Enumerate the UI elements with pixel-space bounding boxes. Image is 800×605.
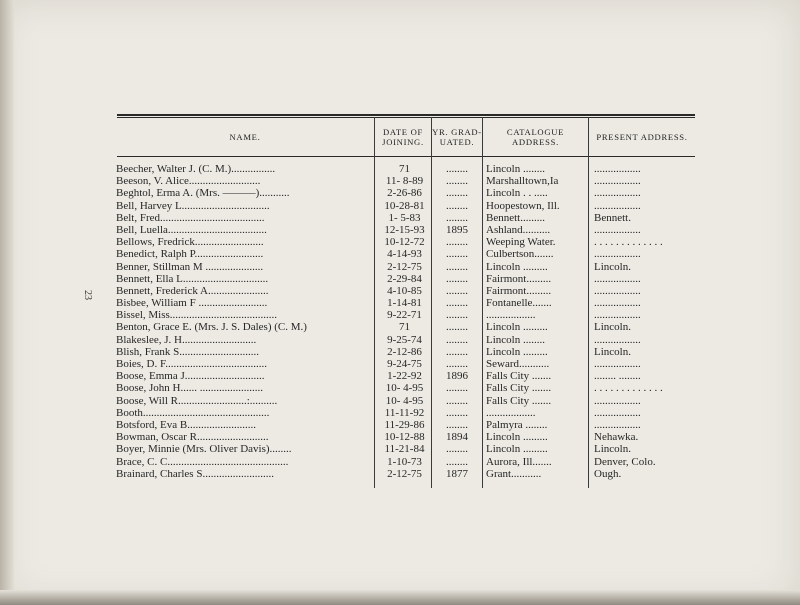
year-graduated: 1894	[446, 431, 468, 444]
header-grad-line1: YR. GRAD-	[432, 126, 482, 137]
present-address: Lincoln.	[594, 260, 631, 273]
table-row	[116, 358, 696, 370]
date-of-joining: 9-24-75	[387, 358, 422, 370]
member-name: Boose, Will R.........................:..........	[116, 394, 278, 407]
present-address: .................	[594, 199, 641, 212]
year-graduated: ........	[446, 345, 468, 358]
catalogue-address: Hoopestown, Ill.	[486, 199, 560, 212]
date-of-joining: 71	[399, 163, 410, 175]
table-row	[116, 163, 696, 175]
date-of-joining: 11-29-86	[384, 418, 425, 431]
header-year-graduated	[432, 118, 482, 155]
year-graduated: ........	[446, 321, 468, 334]
page-bottom-edge	[0, 590, 800, 605]
table-row	[116, 346, 696, 358]
year-graduated: ........	[446, 333, 468, 346]
present-address: .................	[594, 284, 641, 297]
table-row	[116, 212, 696, 224]
catalogue-address: Fairmont.........	[486, 272, 552, 285]
table-row	[116, 309, 696, 321]
member-name: Benner, Stillman M .....................	[116, 260, 264, 273]
member-name: Boyer, Minnie (Mrs. Oliver Davis)........	[116, 443, 292, 456]
year-graduated: ........	[446, 418, 468, 431]
date-of-joining: 10-28-81	[384, 199, 425, 212]
member-name: Booth..............................................	[116, 406, 270, 419]
date-of-joining: 9-22-71	[387, 309, 422, 322]
catalogue-address: Aurora, Ill.......	[486, 455, 552, 468]
table-row	[116, 456, 696, 468]
date-of-joining: 10- 4-95	[385, 382, 424, 395]
present-address: Ough.	[594, 467, 622, 480]
catalogue-address: Grant...........	[486, 467, 542, 480]
year-graduated: 1896	[446, 370, 468, 383]
catalogue-address: Lincoln .........	[486, 443, 548, 456]
catalogue-address: Lincoln . . .....	[486, 187, 548, 200]
date-of-joining: 11-11-92	[384, 406, 425, 419]
year-graduated: ........	[446, 272, 468, 285]
present-address: Lincoln.	[594, 443, 631, 456]
header-date-of-joining	[375, 118, 431, 155]
present-address: Nehawka.	[594, 431, 639, 444]
header-date-line2: JOINING.	[382, 136, 424, 147]
member-name: Bowman, Oscar R..........................	[116, 431, 269, 444]
page-binding-edge	[0, 0, 14, 605]
member-name: Benton, Grace E. (Mrs. J. S. Dales) (C. M.)	[116, 321, 307, 334]
table-row	[116, 224, 696, 236]
present-address: . . . . . . . . . . . . .	[594, 382, 663, 395]
table-top-rule	[117, 114, 695, 116]
member-name: Bennett, Ella L...............................	[116, 272, 269, 285]
table-row	[116, 236, 696, 248]
table-row	[116, 297, 696, 309]
table-row	[116, 200, 696, 212]
present-address: .................	[594, 248, 641, 261]
member-name: Brainard, Charles S..........................	[116, 467, 274, 480]
catalogue-address: Lincoln .........	[486, 321, 548, 334]
table-row	[116, 370, 696, 382]
table-row	[116, 468, 696, 480]
year-graduated: 1877	[446, 467, 468, 480]
catalogue-address: Lincoln .........	[486, 345, 548, 358]
member-name: Brace, C. C............................................	[116, 455, 289, 468]
member-name: Belt, Fred......................................	[116, 211, 265, 224]
date-of-joining: 9-25-74	[387, 333, 422, 346]
table-row	[116, 419, 696, 431]
table-row	[116, 248, 696, 260]
catalogue-address: ..................	[486, 406, 536, 419]
header-catalogue-address	[483, 118, 588, 155]
table-row	[116, 443, 696, 455]
catalogue-address: Weeping Water.	[486, 236, 556, 249]
catalogue-address: Fairmont.........	[486, 284, 552, 297]
catalogue-address: Lincoln .........	[486, 260, 548, 273]
member-name: Beeson, V. Alice..........................	[116, 175, 261, 188]
catalogue-address: Falls City .......	[486, 370, 552, 383]
table-row	[116, 395, 696, 407]
present-address: .................	[594, 309, 641, 322]
year-graduated: ........	[446, 187, 468, 200]
year-graduated: ........	[446, 236, 468, 249]
date-of-joining: 12-15-93	[384, 223, 425, 236]
member-name: Blish, Frank S.............................	[116, 345, 260, 358]
member-name: Botsford, Eva B.........................	[116, 418, 256, 431]
date-of-joining: 2-29-84	[387, 272, 422, 285]
member-name: Bennett, Frederick A......................	[116, 284, 269, 297]
year-graduated: ........	[446, 211, 468, 224]
present-address: .................	[594, 187, 641, 200]
year-graduated: ........	[446, 443, 468, 456]
page-number: 23	[82, 290, 93, 300]
catalogue-address: Palmyra ........	[486, 418, 548, 431]
year-graduated: ........	[446, 309, 468, 322]
table-row	[116, 321, 696, 333]
catalogue-address: Lincoln .........	[486, 431, 548, 444]
present-address: .................	[594, 394, 641, 407]
present-address: .................	[594, 175, 641, 188]
table-row	[116, 407, 696, 419]
member-name: Bell, Luella....................................	[116, 223, 267, 236]
catalogue-address: ..................	[486, 309, 536, 322]
table-row	[116, 261, 696, 273]
present-address: .................	[594, 272, 641, 285]
year-graduated: ........	[446, 260, 468, 273]
present-address: Bennett.	[594, 211, 631, 224]
present-address: Lincoln.	[594, 345, 631, 358]
present-address: . . . . . . . . . . . . .	[594, 236, 663, 249]
roster-table-body	[116, 163, 696, 480]
date-of-joining: 10- 4-95	[385, 394, 424, 407]
year-graduated: ........	[446, 175, 468, 188]
table-row	[116, 382, 696, 394]
header-catalogue-label: CATALOGUE ADDRESS.	[506, 126, 565, 147]
year-graduated: ........	[446, 297, 468, 310]
catalogue-address: Bennett.........	[486, 211, 545, 224]
member-name: Bell, Harvey L................................	[116, 199, 270, 212]
year-graduated: ........	[446, 284, 468, 297]
present-address: Lincoln.	[594, 321, 631, 334]
date-of-joining: 2-12-86	[387, 345, 422, 358]
year-graduated: ........	[446, 248, 468, 261]
catalogue-address: Lincoln ........	[486, 333, 545, 346]
member-name: Bellows, Fredrick.........................	[116, 236, 264, 249]
present-address: ........ ........	[594, 370, 641, 383]
member-name: Blakeslee, J. H...........................	[116, 333, 257, 346]
catalogue-address: Lincoln ........	[486, 163, 545, 175]
present-address: .................	[594, 418, 641, 431]
year-graduated: ........	[446, 358, 468, 370]
member-name: Benedict, Ralph P.........................	[116, 248, 264, 261]
date-of-joining: 1-10-73	[387, 455, 422, 468]
table-row	[116, 273, 696, 285]
catalogue-address: Ashland..........	[486, 223, 551, 236]
catalogue-address: Falls City .......	[486, 394, 552, 407]
present-address: Denver, Colo.	[594, 455, 656, 468]
header-name-label: NAME.	[229, 131, 261, 142]
member-name: Boies, D. F.....................................	[116, 358, 267, 370]
date-of-joining: 4-10-85	[387, 284, 422, 297]
member-name: Boose, Emma J.............................	[116, 370, 265, 383]
header-bottom-rule	[117, 156, 695, 157]
date-of-joining: 10-12-72	[384, 236, 425, 249]
header-name	[117, 118, 373, 155]
date-of-joining: 2-12-75	[387, 260, 422, 273]
table-row	[116, 431, 696, 443]
member-name: Beghtol, Erma A. (Mrs. ———)...........	[116, 187, 290, 200]
header-date-line1: DATE OF	[383, 126, 423, 137]
catalogue-address: Seward...........	[486, 358, 550, 370]
table-row	[116, 334, 696, 346]
date-of-joining: 71	[399, 321, 410, 334]
table-row	[116, 187, 696, 199]
date-of-joining: 1-22-92	[387, 370, 422, 383]
header-grad-line2: UATED.	[439, 136, 475, 147]
catalogue-address: Fontanelle.......	[486, 297, 552, 310]
date-of-joining: 1-14-81	[387, 297, 422, 310]
member-name: Bisbee, William F .........................	[116, 297, 268, 310]
present-address: .................	[594, 163, 641, 175]
member-name: Bissel, Miss.......................................	[116, 309, 278, 322]
header-present-label: PRESENT ADDRESS.	[596, 131, 688, 142]
date-of-joining: 11-21-84	[384, 443, 425, 456]
year-graduated: ........	[446, 382, 468, 395]
present-address: .................	[594, 223, 641, 236]
date-of-joining: 11- 8-89	[385, 175, 424, 188]
year-graduated: ........	[446, 455, 468, 468]
year-graduated: ........	[446, 199, 468, 212]
year-graduated: 1895	[446, 223, 468, 236]
present-address: .................	[594, 333, 641, 346]
date-of-joining: 4-14-93	[387, 248, 422, 261]
present-address: .................	[594, 297, 641, 310]
date-of-joining: 10-12-88	[384, 431, 425, 444]
catalogue-address: Culbertson.......	[486, 248, 554, 261]
present-address: .................	[594, 358, 641, 370]
catalogue-address: Falls City .......	[486, 382, 552, 395]
table-row	[116, 175, 696, 187]
member-name: Beecher, Walter J. (C. M.)................	[116, 163, 276, 175]
year-graduated: ........	[446, 406, 468, 419]
year-graduated: ........	[446, 163, 468, 175]
date-of-joining: 2-12-75	[387, 467, 422, 480]
header-present-address	[589, 118, 695, 155]
table-row	[116, 285, 696, 297]
present-address: .................	[594, 406, 641, 419]
catalogue-address: Marshalltown,Ia	[486, 175, 559, 188]
year-graduated: ........	[446, 394, 468, 407]
date-of-joining: 2-26-86	[387, 187, 422, 200]
date-of-joining: 1- 5-83	[388, 211, 421, 224]
member-name: Boose, John H...... .......................	[116, 382, 263, 395]
